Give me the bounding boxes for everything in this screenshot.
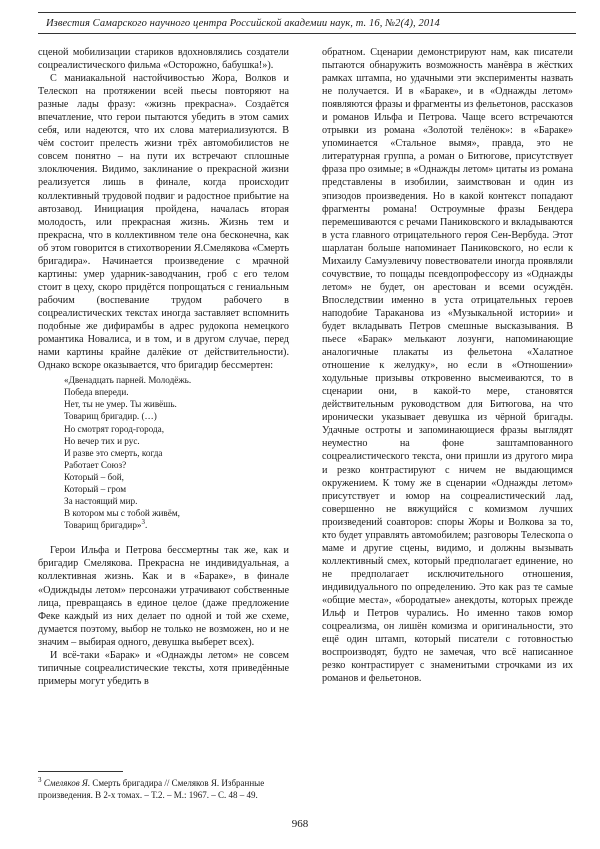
poem-line: Но вечер тих и рус. (64, 435, 140, 446)
left-column (38, 46, 289, 688)
poem-line: «Двенадцать парней. Молодёжь. (64, 375, 192, 386)
footnote-number: 3 (38, 776, 42, 784)
paragraph: Герои Ильфа и Петрова бессмертны так же, как и бригадир Смелякова. Прекрасна не индивидуальная, а коллективная жизнь. Как и в «Бараке», в финале «Одиждыды летом» персонажи утрачивают собственные лица, превращаясь в единое целое (даже предложение Феке каждый из них делает по одной и той же схеме, думается поэтому, выбор не только не возможен, но и не значим – выбирая одного, девушка выберет всех). (38, 545, 289, 648)
footnote-divider (38, 771, 123, 772)
journal-header (38, 12, 576, 34)
poem-last-line: Товарищ бригадир» (64, 520, 142, 531)
poem-line: Нет, ты не умер. Ты живёшь. (64, 399, 177, 410)
poem-line: Товарищ бригадир. (…) (64, 411, 157, 422)
poem-line: За настоящий мир. (64, 496, 138, 507)
footnote (38, 777, 289, 801)
page-number: 968 (291, 818, 309, 830)
poem-line: Который – гром (64, 484, 127, 495)
paragraph: обратном. Сценарии демонстрируют нам, как писатели пытаются обнаружить возможность манёвра в жёстких рамках штампа, но удачными эти эксперименты назвать не получается. И в «Бараке», и в «Однажды летом» появляются фразы и фрагменты из фельетонов, рассказов и романов Ильфа и Петрова. Чаще всего встречаются отрывки из романа «Золотой телёнок»: в «Бараке» упоминается «Стальное вымя», правда, это не литературная группа, а роман о Битюгове, присутствует фраза про озимые; в «Однажды летом» цитаты из романа представлены в изобилии, заимствован и один из эпизодов произведения. Но в какой контекст попадают фрагменты романа! Остроумные фразы Бендера перемешиваются с речами Паниковского и вкладываются в уста главного отрицательного героя Сен-Вербуда. Этот шарлатан больше напоминает Паниковского, но если к Михаилу Самуэлевичу повествователи иногда проявляли сочувствие, то пощады псевдопрофессору из «Однажды летом» не будет, он арестован и всеми осуждён. Впоследствии именно в уста отрицательных героев наподобие Тараканова из «Музыкальной истории» и будет вкладывать Петров смешные высказывания. В пьесе «Барак» мелькают лозунги, напоминающие аналогичные плакаты из фельетона «Халатное отношение к желудку», но если в «Отношении» ходульные призывы откровенно высмеиваются, то в сценарии они, в какой-то мере, становятся действительным руководством для Битюгова, на что иронически указывает девушка из чёрной бригады. Удачные остроты и запоминающиеся фразы выглядят неуместно на фоне заштампованного соцреалистического текста, они пришли из другого мира и резко контрастируют с ничем не выдающимся окружением. К тому же в сценарии «Однажды летом» присутствует и юмор на соцреалистический лад, совершенно не вяжущийся с комизмом лучших произведений соавторов: споры Жоры и Волкова за то, кто будет управлять автомобилем; разговоры Телескопа о маме и другие сцены, видимо, и должны вызывать коллективный смех, который предполагает единение, но не предполагает исключительного отношения, индивидуального по определению. Это как раз те самые «общие места», «бородатые» анекдоты, которых прежде Ильф и Петров чурались. Но именно таков юмор соцреализма, он лишён комизма и оригинальности, это ещё один штамп, который писатели с готовностью воспроизводят, будто не замечая, что всё написанное резко контрастирует с знаменитыми строчками из их романов и фельетонов. (322, 47, 573, 685)
poem-line: Товарищ бригадир»$^3$. (64, 518, 148, 531)
right-column (322, 46, 573, 685)
poem-line: Но смотрят город-города, (64, 423, 165, 434)
poem-line: В котором мы с тобой живём, (64, 508, 180, 519)
footnote-author: Смеляков Я. (43, 778, 91, 788)
poem-line: И разве это смерть, когда (64, 447, 163, 458)
journal-header-text: Известия Самарского научного центра Российской академии наук, т. 16, №2(4), 2014 (46, 18, 440, 29)
poem-quote (64, 374, 289, 531)
poem-line: Который – бой, (64, 471, 124, 482)
paragraph: С маниакальной настойчивостью Жора, Волков и Телескоп на протяжении всей пьесы повторяют на разные лады фразу: «жизнь прекрасна». Создаётся впечатление, что герои пытаются убедить в этом самих себя, или надеются, что их слова материализуются. В чём состоит прелесть жизни трёх автомобилистов не совсем понятно – на пути их встречают сплошные злоключения. Видимо, заклинание о прекрасной жизни реализуется лишь в финале, когда происходит коллективный трудовой подвиг и радостное прибытие на автозавод. Инициация пройдена, началась вторая молодость, или прекрасная жизнь. Жизнь тем и прекрасна, что в коллективном теле она бесконечна, как об этом говорится в стихотворении Я.Смелякова «Смерть бригадира». Начинается произведение с мрачной картины: умер ударник-заводчанин, гроб с его телом стоит в цеху, скоро придётся попрощаться с гениальным рабочим (воспевание трудом рабочего в соцреалистических текстах иногда заставляет вспомнить подобные же дифирамбы в адрес рудокопа немецкого романтика Новалиса, и в том, и в другом случае, перед нами картины крайне далёкие от действительности). Однако вскоре оказывается, что бригадир бессмертен: (38, 73, 289, 372)
paragraph: сценой мобилизации стариков вдохновлялись создатели соцреалистического фильма «Осторожно, бабушка!»). (38, 47, 289, 72)
paragraph: И всё-таки «Барак» и «Однажды летом» не совсем типичные соцреалистические тексты, хотя приведённые примеры могут убедить в (38, 649, 289, 687)
footnote-ref[interactable]: 3 (141, 518, 146, 527)
footnote-text: Смерть бригадира // Смеляков Я. Избранные произведения. В 2-х томах. – Т.2. – М.: 1967. – С. 48 – 49. (38, 778, 265, 800)
poem-line: Победа впереди. (64, 387, 129, 398)
poem-line: Работает Союз? (64, 459, 127, 470)
